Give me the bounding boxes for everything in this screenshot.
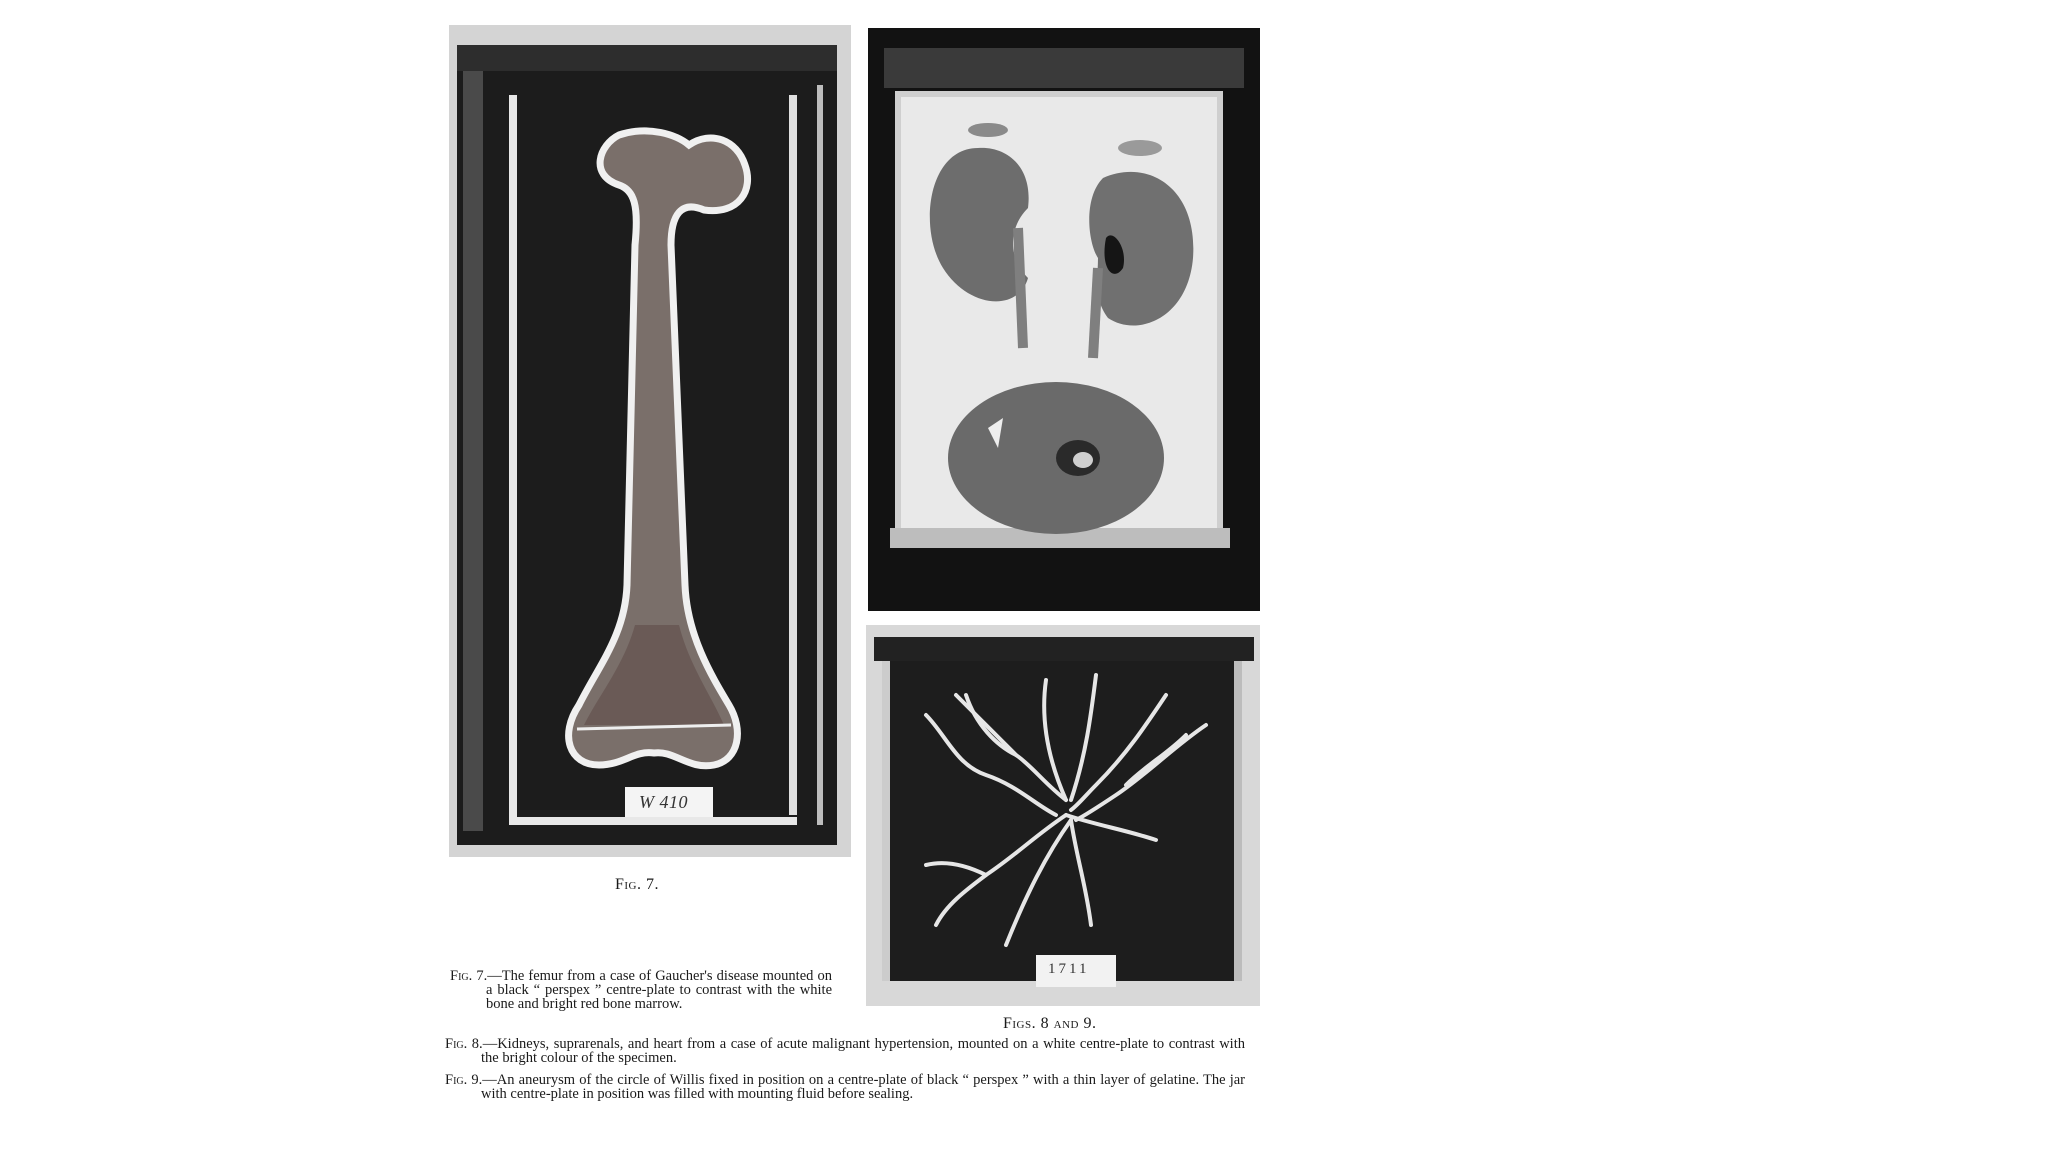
femur-jar-image xyxy=(449,25,851,857)
specimen-tag-w410: W 410 xyxy=(639,792,688,812)
specimen-tag-1711: 1711 xyxy=(1048,961,1090,977)
caption-fig8-text: —Kidneys, suprarenals, and heart from a case of acute malignant hypertension, mounted on a white centre-plate to contrast with the bright colour of the specimen. xyxy=(481,1036,1245,1066)
caption-fig7 xyxy=(450,970,832,1011)
figs89-label: Figs. 8 and 9. xyxy=(1003,1015,1097,1032)
caption-fig8 xyxy=(445,1038,1245,1066)
caption-fig7-head: Fig. 7. xyxy=(450,968,488,984)
figure-9-photo xyxy=(866,625,1260,1006)
caption-fig7-text: —The femur from a case of Gaucher's disease mounted on a black “ perspex ” centre-plate to contrast with the white bone and bright red bone marrow. xyxy=(486,968,832,1012)
figure-7-photo xyxy=(449,25,851,857)
caption-fig9-head: Fig. 9. xyxy=(445,1072,483,1088)
figure-8-photo xyxy=(868,28,1260,611)
caption-fig9 xyxy=(445,1074,1245,1102)
fig7-label: Fig. 7. xyxy=(615,876,660,893)
caption-fig8-head: Fig. 8. xyxy=(445,1036,483,1052)
circle-of-willis-jar-image xyxy=(866,625,1260,1006)
kidneys-jar-image xyxy=(868,28,1260,611)
caption-fig9-text: —An aneurysm of the circle of Willis fixed in position on a centre-plate of black “ perspex ” with a thin layer of gelatine. The jar with centre-plate in position was filled with mounting fluid before sealing. xyxy=(481,1072,1245,1102)
